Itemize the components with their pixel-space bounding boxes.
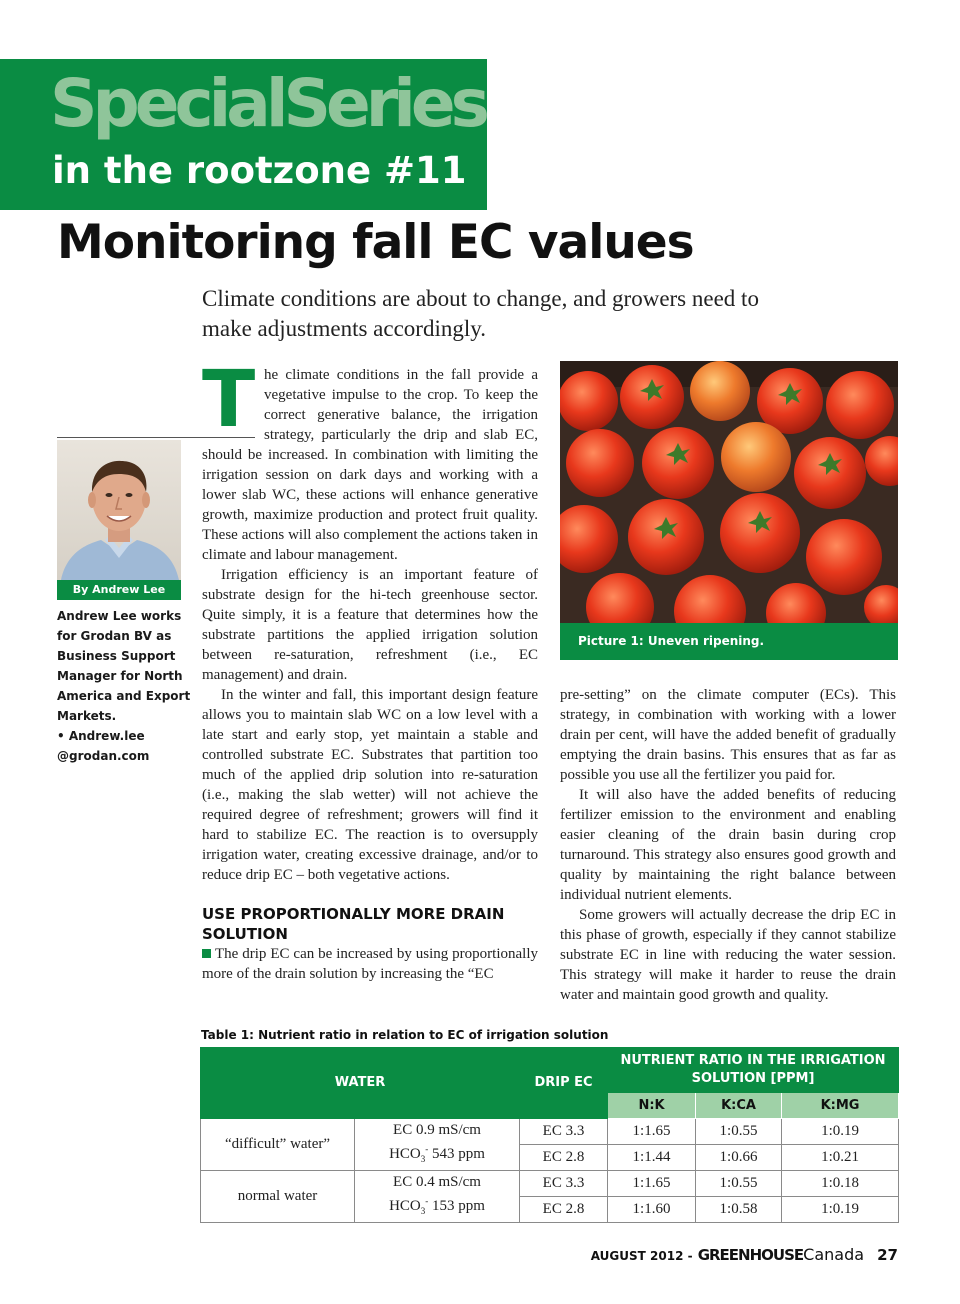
drip-ec-cell: EC 2.8	[520, 1197, 608, 1223]
hco3-label: HCO	[389, 1145, 421, 1162]
magazine-name-light: Canada	[803, 1245, 865, 1264]
table-header-row	[201, 1048, 899, 1093]
hco3-label: HCO	[389, 1197, 421, 1214]
kca-cell: 1:0.55	[696, 1171, 782, 1197]
water-type-cell: normal water	[201, 1171, 355, 1223]
series-subtitle: in the rootzone #11	[52, 149, 467, 192]
paragraph-4-start	[202, 944, 538, 984]
header-nk: N:K	[608, 1093, 696, 1119]
author-photo	[57, 440, 181, 580]
hco3-value: 153 ppm	[432, 1197, 485, 1214]
nutrient-ratio-table	[200, 1047, 899, 1223]
page-number: 27	[877, 1246, 898, 1264]
header-kca: K:CA	[696, 1093, 782, 1119]
drip-ec-cell: EC 2.8	[520, 1145, 608, 1171]
header-nutrient-ratio: NUTRIENT RATIO IN THE IRRIGATION SOLUTION [PPM]	[608, 1048, 899, 1093]
author-byline: By Andrew Lee	[57, 580, 181, 600]
paragraph-2: Irrigation efficiency is an important feature of substrate design for the hi-tech greenhouse sector. Quite simply, it is a feature that determines how the substrate partitions the applied irrigation solution between re-saturation, refreshment (i.e., EC management) and drain.	[202, 567, 538, 683]
water-hco3-line: $HCO_3^-$ 543 ppm	[389, 1143, 485, 1164]
paragraph-3: In the winter and fall, this important design feature allows you to maintain slab WC on a low level with a late start and early stop, yet maintain a stable and controlled substrate EC. Substrates that partition too much of the applied drip solution into re-saturation (i.e., making the slab wetter) will not achieve the required degree of refreshment; growers will find it hard to stabilize EC. The reaction is to oversupply irrigation water, creating excessive drainage, and/or to reduce drip EC – both vegetative actions.	[202, 687, 538, 883]
water-ec-value: EC 0.9 mS/cm	[393, 1121, 481, 1138]
paragraph-4-start-text: The drip EC can be increased by using proportionally more of the drain solution by increasing the “EC	[202, 946, 538, 982]
nk-cell: 1:1.65	[608, 1171, 696, 1197]
paragraph-4-continued: pre-setting” on the climate computer (ECs). This strategy, in combination with working with a lower drain per cent, will have the added benefit of gradually emptying the drain basins. This ensures that as far as possible you use all the fertilizer you paid for.	[560, 687, 896, 783]
tomato-photo	[560, 361, 898, 623]
author-bio	[57, 606, 192, 766]
table-row	[201, 1171, 899, 1197]
series-title: SpecialSeries	[50, 65, 485, 142]
article-deck: Climate conditions are about to change, and growers need to make adjustments accordingly.	[202, 286, 759, 341]
drip-ec-cell: EC 3.3	[520, 1119, 608, 1145]
paragraph-1: he climate conditions in the fall provide a vegetative impulse to the crop. To keep the correct generative balance, the irrigation strategy, particularly the drip and slab EC, should be increased. In combination with limiting the irrigation session on dark days and working with a lower slab WC, these actions will enhance generative growth, maximize production and protect fruit quality. These actions will also complement the actions taken in climate and labour management.	[202, 367, 538, 563]
page-title: Monitoring fall EC values	[57, 215, 694, 270]
tomatoes-image	[560, 361, 898, 623]
kmg-cell: 1:0.19	[782, 1119, 899, 1145]
kca-cell: 1:0.55	[696, 1119, 782, 1145]
water-ec-value: EC 0.4 mS/cm	[393, 1173, 481, 1190]
square-bullet-icon	[202, 949, 211, 958]
table-title: Table 1: Nutrient ratio in relation to EC of irrigation solution	[201, 1028, 609, 1042]
author-email: • Andrew.lee @grodan.com	[57, 729, 150, 763]
drip-ec-cell: EC 3.3	[520, 1171, 608, 1197]
drop-cap: T	[202, 355, 256, 445]
page-footer	[591, 1245, 898, 1264]
kca-cell: 1:0.58	[696, 1197, 782, 1223]
water-ec-cell	[355, 1171, 520, 1223]
section-subhead: USE PROPORTIONALLY MORE DRAIN SOLUTION	[202, 905, 505, 943]
author-bio-text: Andrew Lee works for Grodan BV as Business Support Manager for North America and Export Markets.	[57, 609, 191, 723]
water-ec-cell	[355, 1119, 520, 1171]
series-subtitle-wrap	[52, 149, 467, 192]
article-column-1	[202, 355, 538, 984]
author-portrait-image	[57, 440, 181, 580]
paragraph-5: It will also have the added benefits of reducing fertilizer emission to the environment and enabling easier cleaning of the drain basin during crop turnaround. This strategy also ensures good growth and quality by maintaining the right balance between individual nutrient elements.	[560, 787, 896, 903]
kmg-cell: 1:0.18	[782, 1171, 899, 1197]
header-kmg: K:MG	[782, 1093, 899, 1119]
water-type-cell: “difficult” water”	[201, 1119, 355, 1171]
nk-cell: 1:1.65	[608, 1119, 696, 1145]
kmg-cell: 1:0.21	[782, 1145, 899, 1171]
table-row	[201, 1119, 899, 1145]
paragraph-6: Some growers will actually decrease the drip EC in this phase of growth, especially if they cannot stabilize substrate EC in line with reducing the water session. This strategy will make it harder to reuse the drain water and maintain good growth and quality.	[560, 907, 896, 1003]
issue-date: AUGUST 2012 -	[590, 1249, 693, 1263]
nk-cell: 1:1.60	[608, 1197, 696, 1223]
article-column-2	[560, 685, 896, 1005]
header-water: WATER	[201, 1048, 520, 1119]
water-hco3-line: $HCO_3^-$ 153 ppm	[389, 1195, 485, 1216]
photo-caption: Picture 1: Uneven ripening.	[560, 623, 898, 660]
kca-cell: 1:0.66	[696, 1145, 782, 1171]
header-drip-ec: DRIP EC	[520, 1048, 608, 1119]
hco3-value: 543 ppm	[432, 1145, 485, 1162]
magazine-name-bold: GREENHOUSE	[697, 1246, 804, 1264]
nk-cell: 1:1.44	[608, 1145, 696, 1171]
kmg-cell: 1:0.19	[782, 1197, 899, 1223]
